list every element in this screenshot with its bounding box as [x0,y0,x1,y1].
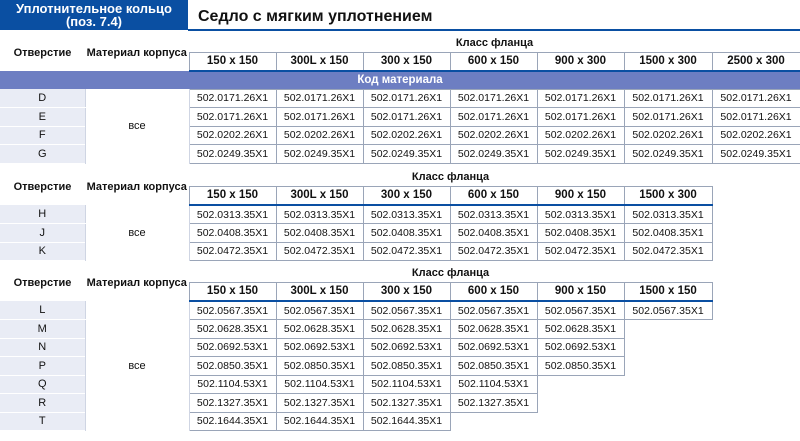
material-code-cell: 502.0850.35X1 [189,357,276,376]
material-code-cell: 502.0171.26X1 [276,108,363,127]
material-code-cell: 502.0472.35X1 [450,242,537,261]
material-code-cell: 502.0202.26X1 [450,126,537,145]
flange-header: 300L x 150 [276,52,363,71]
flange-class-header: Класс фланца [189,168,712,186]
col-header-hole: Отверстие [13,180,72,193]
flange-header: 600 x 150 [450,186,537,205]
hole-label: R [0,394,85,413]
material-code-cell: 502.1104.53X1 [450,375,537,394]
material-code-cell: 502.0202.26X1 [624,126,712,145]
empty-cell [712,301,800,320]
material-code-cell: 502.0313.35X1 [450,205,537,224]
material-code-cell: 502.0472.35X1 [189,242,276,261]
table-row [0,205,800,224]
material-code-cell: 502.1104.53X1 [363,375,450,394]
material-code-cell: 502.0171.26X1 [189,89,276,108]
flange-header: 900 x 150 [537,186,624,205]
material-code-cell: 502.0313.35X1 [363,205,450,224]
material-code-cell: 502.0850.35X1 [276,357,363,376]
code-table-3 [0,264,800,431]
material-code-cell: 502.1327.35X1 [363,394,450,413]
material-code-cell: 502.1327.35X1 [450,394,537,413]
body-material: все [85,89,189,163]
hole-label: F [0,126,85,145]
material-code-cell: 502.0313.35X1 [624,205,712,224]
flange-header: 2500 x 300 [712,52,800,71]
hole-label: P [0,357,85,376]
material-code-cell: 502.0202.26X1 [189,126,276,145]
flange-header: 150 x 150 [189,52,276,71]
empty-cell [624,375,712,394]
material-code-cell: 502.1327.35X1 [189,394,276,413]
material-code-cell: 502.0628.35X1 [276,320,363,339]
flange-header: 300 x 150 [363,186,450,205]
material-code-cell: 502.0202.26X1 [363,126,450,145]
material-code-cell: 502.0692.53X1 [363,338,450,357]
material-code-cell: 502.1104.53X1 [189,375,276,394]
material-code-cell: 502.0567.35X1 [189,301,276,320]
body-material: все [85,205,189,261]
material-code-cell: 502.0313.35X1 [537,205,624,224]
empty-cell [624,357,712,376]
code-table-2 [0,168,800,261]
flange-header: 600 x 150 [450,282,537,301]
material-code-cell: 502.0202.26X1 [537,126,624,145]
material-code-cell: 502.0313.35X1 [189,205,276,224]
material-code-cell: 502.0692.53X1 [537,338,624,357]
material-code-cell: 502.0249.35X1 [712,145,800,164]
material-code-cell: 502.0692.53X1 [450,338,537,357]
flange-header: 1500 x 150 [624,282,712,301]
empty-cell [712,320,800,339]
material-code-cell: 502.0171.26X1 [363,89,450,108]
material-code-cell: 502.0628.35X1 [189,320,276,339]
empty-cell [537,412,624,431]
empty-cell [537,375,624,394]
material-code-cell: 502.0850.35X1 [450,357,537,376]
flange-header: 900 x 150 [537,282,624,301]
material-code-cell: 502.0567.35X1 [624,301,712,320]
material-code-cell: 502.1644.35X1 [276,412,363,431]
flange-header: 150 x 150 [189,282,276,301]
empty-cell [712,375,800,394]
section-tab: Уплотнительное кольцо (поз. 7.4) [0,0,188,30]
empty-cell [712,338,800,357]
material-code-cell: 502.0408.35X1 [363,224,450,243]
material-code-cell: 502.0171.26X1 [624,89,712,108]
hole-label: T [0,412,85,431]
hole-label: E [0,108,85,127]
empty-cell [712,224,800,243]
material-code-cell: 502.0628.35X1 [450,320,537,339]
material-code-cell: 502.0202.26X1 [276,126,363,145]
col-header-hole: Отверстие [13,46,72,59]
material-code-cell: 502.0202.26X1 [712,126,800,145]
material-code-cell: 502.0313.35X1 [276,205,363,224]
col-header-material: Материал корпуса [86,180,187,193]
col-header-hole: Отверстие [13,276,72,289]
hole-label: Q [0,375,85,394]
material-code-cell: 502.0472.35X1 [276,242,363,261]
material-code-cell: 502.0408.35X1 [189,224,276,243]
material-code-cell: 502.0567.35X1 [537,301,624,320]
empty-cell [537,394,624,413]
flange-header: 600 x 150 [450,52,537,71]
material-code-cell: 502.0249.35X1 [276,145,363,164]
material-code-cell: 502.0472.35X1 [363,242,450,261]
flange-header: 300L x 150 [276,282,363,301]
empty-cell [712,205,800,224]
flange-header: 900 x 300 [537,52,624,71]
material-code-cell: 502.0171.26X1 [276,89,363,108]
material-code-cell: 502.0249.35X1 [450,145,537,164]
material-code-cell: 502.0408.35X1 [537,224,624,243]
hole-label: N [0,338,85,357]
material-code-cell: 502.0249.35X1 [537,145,624,164]
material-code-cell: 502.0692.53X1 [189,338,276,357]
hole-label: G [0,145,85,164]
hole-label: H [0,205,85,224]
empty-cell [624,394,712,413]
empty-cell [712,242,800,261]
flange-class-header: Класс фланца [189,34,800,52]
material-code-cell: 502.0567.35X1 [276,301,363,320]
material-code-cell: 502.1644.35X1 [363,412,450,431]
material-code-cell: 502.0249.35X1 [363,145,450,164]
material-code-cell: 502.0628.35X1 [537,320,624,339]
hole-label: M [0,320,85,339]
hole-label: K [0,242,85,261]
material-code-cell: 502.0249.35X1 [624,145,712,164]
material-code-cell: 502.0408.35X1 [450,224,537,243]
empty-cell [624,338,712,357]
material-code-band: Код материала [0,71,800,89]
empty-cell [712,394,800,413]
hole-label: D [0,89,85,108]
material-code-cell: 502.0472.35X1 [624,242,712,261]
empty-cell [712,357,800,376]
body-material: все [85,301,189,431]
hole-label: J [0,224,85,243]
material-code-cell: 502.0408.35X1 [624,224,712,243]
material-code-cell: 502.0628.35X1 [363,320,450,339]
empty-cell [624,412,712,431]
table-row [0,89,800,108]
material-code-cell: 502.0850.35X1 [537,357,624,376]
material-code-cell: 502.0692.53X1 [276,338,363,357]
flange-header: 1500 x 300 [624,52,712,71]
flange-header: 300 x 150 [363,282,450,301]
material-code-cell: 502.1644.35X1 [189,412,276,431]
empty-cell [624,320,712,339]
page-title: Седло с мягким уплотнением [198,8,433,25]
empty-cell [712,412,800,431]
material-code-cell: 502.0249.35X1 [189,145,276,164]
empty-cell [450,412,537,431]
material-code-cell: 502.0171.26X1 [450,89,537,108]
col-header-material: Материал корпуса [86,46,187,59]
flange-header: 300 x 150 [363,52,450,71]
flange-header: 300L x 150 [276,186,363,205]
material-code-cell: 502.1104.53X1 [276,375,363,394]
material-code-cell: 502.0850.35X1 [363,357,450,376]
material-code-cell: 502.0171.26X1 [363,108,450,127]
material-code-cell: 502.1327.35X1 [276,394,363,413]
material-code-cell: 502.0171.26X1 [537,108,624,127]
material-code-cell: 502.0171.26X1 [537,89,624,108]
flange-header: 1500 x 300 [624,186,712,205]
material-code-cell: 502.0408.35X1 [276,224,363,243]
col-header-material: Материал корпуса [86,276,187,289]
hole-label: L [0,301,85,320]
material-code-cell: 502.0171.26X1 [450,108,537,127]
material-code-cell: 502.0567.35X1 [363,301,450,320]
material-code-cell: 502.0567.35X1 [450,301,537,320]
material-code-cell: 502.0171.26X1 [624,108,712,127]
material-code-cell: 502.0171.26X1 [712,89,800,108]
material-code-cell: 502.0171.26X1 [712,108,800,127]
code-table-1 [0,34,800,164]
material-code-cell: 502.0171.26X1 [189,108,276,127]
flange-header: 150 x 150 [189,186,276,205]
table-row [0,301,800,320]
material-code-cell: 502.0472.35X1 [537,242,624,261]
flange-class-header: Класс фланца [189,264,712,282]
header-rule [188,29,800,31]
